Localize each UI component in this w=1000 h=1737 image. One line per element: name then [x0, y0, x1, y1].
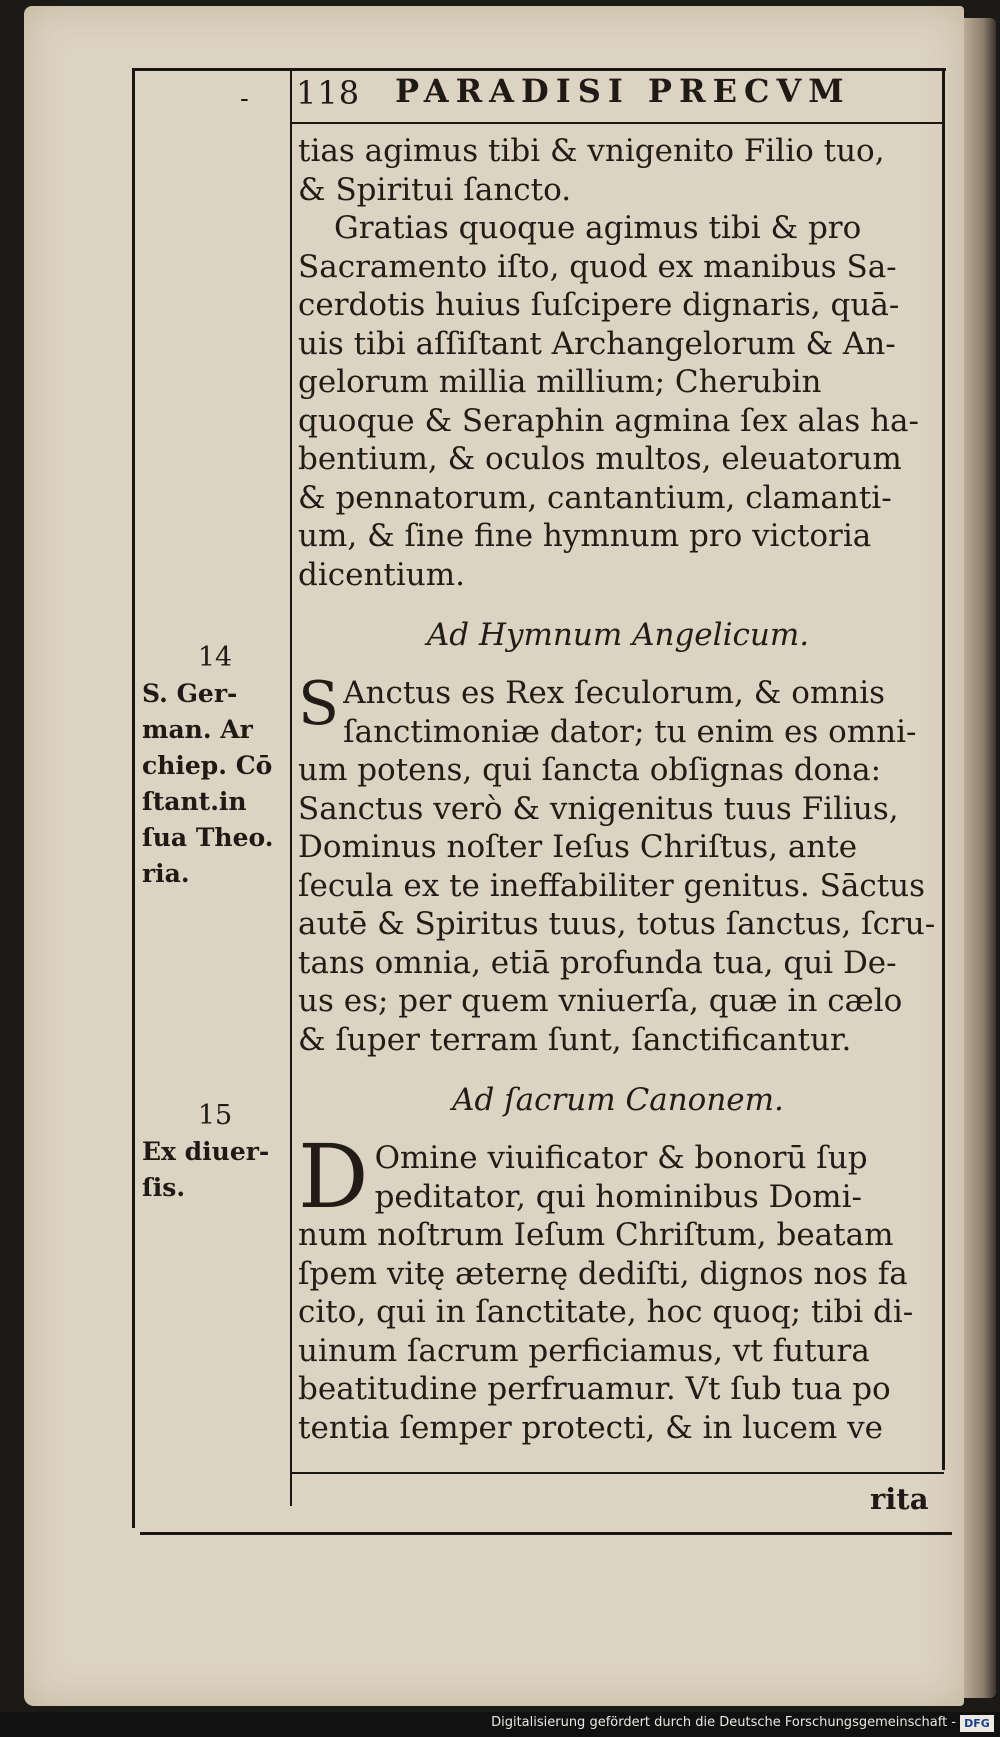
frame-rule-right [942, 68, 945, 1470]
frame-rule-top [132, 68, 946, 71]
text-line: cito, qui in ſanctitate, hoc quoq; tibi di- [298, 1294, 914, 1330]
margin-note-line: ſis. [142, 1173, 186, 1202]
paragraph-domine [298, 1139, 938, 1447]
dfg-logo: DFG [960, 1715, 994, 1732]
text-line: Dominus noſter Ieſus Chriſtus, ante [298, 829, 858, 865]
margin-note-line: ria. [142, 859, 190, 888]
text-line: Gratias quoque agimus tibi & pro [334, 210, 862, 246]
margin-note-14 [142, 640, 288, 892]
header-rule [292, 122, 944, 124]
text-line: ſpem vitę æternę dediſti, dignos nos fa [298, 1255, 908, 1292]
margin-note-line: man. Ar [142, 715, 253, 744]
paragraph-intro [298, 132, 938, 209]
page-number: 118 [296, 74, 361, 112]
text-line: tentia ſemper protecti, & in lucem ve [298, 1409, 884, 1446]
section-heading-canonem: Ad ſacrum Canonem. [452, 1082, 784, 1118]
text-line: quoque & Seraphin agmina ſex alas ha- [298, 402, 920, 439]
page-edge [964, 18, 996, 1698]
frame-rule-left [132, 68, 135, 1528]
text-line: um potens, qui ſancta obſignas dona: [298, 752, 882, 788]
text-line: autē & Spiritus tuus, totus ſanctus, ſcru- [298, 906, 936, 942]
catchword: rita [870, 1482, 929, 1516]
header-dash: - [240, 84, 249, 114]
text-line: & Spiritui ſancto. [298, 171, 572, 208]
text-line: Anctus es Rex ſeculorum, & omnis [343, 675, 886, 711]
paragraph-gratias [298, 209, 938, 594]
text-line: Sacramento iſto, quod ex manibus Sa- [298, 248, 897, 285]
text-line: gelorum millia millium; Cherubin [298, 364, 822, 400]
text-line: tans omnia, etiā profunda tua, qui De- [298, 944, 897, 981]
footer-rule [292, 1472, 944, 1474]
drop-cap-s: S [298, 674, 340, 739]
text-line: beatitudine perfruamur. Vt ſub tua po [298, 1371, 891, 1407]
text-line: ſanctimoniæ dator; tu enim es omni- [343, 713, 917, 750]
paragraph-sanctus [298, 674, 938, 1059]
frame-rule-bottom [140, 1532, 952, 1535]
running-title: PARADISI PRECVM [395, 72, 851, 110]
text-line: & pennatorum, cantantium, clamanti- [298, 479, 892, 516]
drop-cap-d: D [298, 1139, 369, 1228]
margin-note-number: 15 [197, 1100, 233, 1131]
margin-note-line: S. Ger- [142, 679, 238, 708]
section-heading-hymnum: Ad Hymnum Angelicum. [426, 617, 810, 653]
text-line: & ſuper terram ſunt, ſanctificantur. [298, 1021, 852, 1058]
text-line: peditator, qui hominibus Domi- [374, 1178, 862, 1215]
text-line: uinum ſacrum perficiamus, vt futura [298, 1332, 870, 1369]
margin-note-line: Ex diuer- [142, 1137, 270, 1166]
text-line: dicentium. [298, 556, 466, 593]
text-line: num noſtrum Ieſum Chriſtum, beatam [298, 1217, 894, 1253]
margin-note-line: chiep. Cō [142, 751, 273, 780]
text-line: cerdotis huius ſuſcipere dignaris, quā- [298, 287, 900, 323]
margin-note-line: ſua Theo. [142, 823, 274, 852]
gutter-rule [290, 68, 292, 1506]
text-line: Sanctus verò & vnigenitus tuus Filius, [298, 790, 899, 827]
text-line: ſecula ex te ineffabiliter genitus. Sāctus [298, 867, 926, 904]
margin-note-line: ſtant.in [142, 787, 247, 816]
margin-note-number: 14 [197, 642, 233, 673]
text-line: um, & ſine fine hymnum pro victoria [298, 518, 872, 554]
margin-note-15 [142, 1098, 288, 1206]
text-line: uis tibi aſſiſtant Archangelorum & An- [298, 325, 896, 362]
text-line: Omine viuificator & bonorū ſup [374, 1140, 868, 1176]
main-text-column [298, 132, 938, 1447]
text-line: us es; per quem vniuerſa, quæ in cælo [298, 983, 903, 1019]
funding-credit: Digitalisierung gefördert durch die Deutsche Forschungsgemeinschaft - [491, 1715, 956, 1730]
text-line: bentium, & oculos multos, eleuatorum [298, 441, 902, 477]
text-line: tias agimus tibi & vnigenito Filio tuo, [298, 133, 885, 169]
